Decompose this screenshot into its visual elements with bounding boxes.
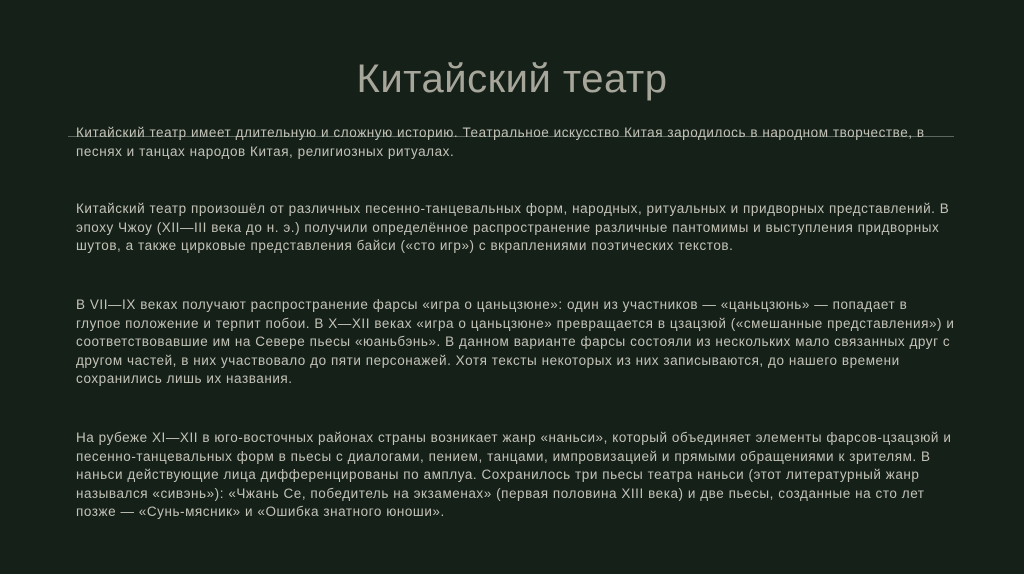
- slide-title: Китайский театр: [356, 57, 668, 101]
- paragraph-early-forms: Китайский театр произошёл от различных песенно-танцевальных форм, народных, ритуальных и придворных представлений. В эпоху Чжоу (XII—III века до н. э.) получили определённое распространение различные пантомимы и выступления придворных шутов, а также цирковые представления байси («сто игр») с вкраплениями поэтических текстов.: [76, 201, 950, 253]
- paragraph-history-origins: Китайский театр имеет длительную и сложную историю. Театральное искусство Китая зародилось в народном творчестве, в песнях и танцах народов Китая, религиозных ритуалах.: [76, 125, 925, 159]
- paragraph-nanxi: На рубеже XI—XII в юго-восточных районах страны возникает жанр «наньси», который объединяет элементы фарсов-цзацзюй и песенно-танцевальных форм в пьесы с диалогами, пением, танцами, импровизацией и прямыми обращениями к зрителям. В наньси действующие лица дифференцированы по амплуа. Сохранилось три пьесы театра наньси (этот литературный жанр назывался «сивэнь»): «Чжань Се, победитель на экзаменах» (первая половина XIII века) и две пьесы, созданные на сто лет позже — «Сунь-мясник» и «Ошибка знатного юноши».: [76, 430, 952, 519]
- paragraph-farces: В VII—IX веках получают распространение фарсы «игра о цаньцзюне»: один из участников — «цаньцзюнь» — попадает в глупое положение и терпит побои. В X—XII веках «игра о цаньцзюне» превращается в цзацзюй («смешанные представления») и соответствовавшие им на Севере пьесы «юаньбэнь». В данном варианте фарсы состояли из нескольких мало связанных друг с другом частей, в них участвовало до пяти персонажей. Хотя тексты некоторых из них записываются, до нашего времени сохранились лишь их названия.: [76, 297, 955, 386]
